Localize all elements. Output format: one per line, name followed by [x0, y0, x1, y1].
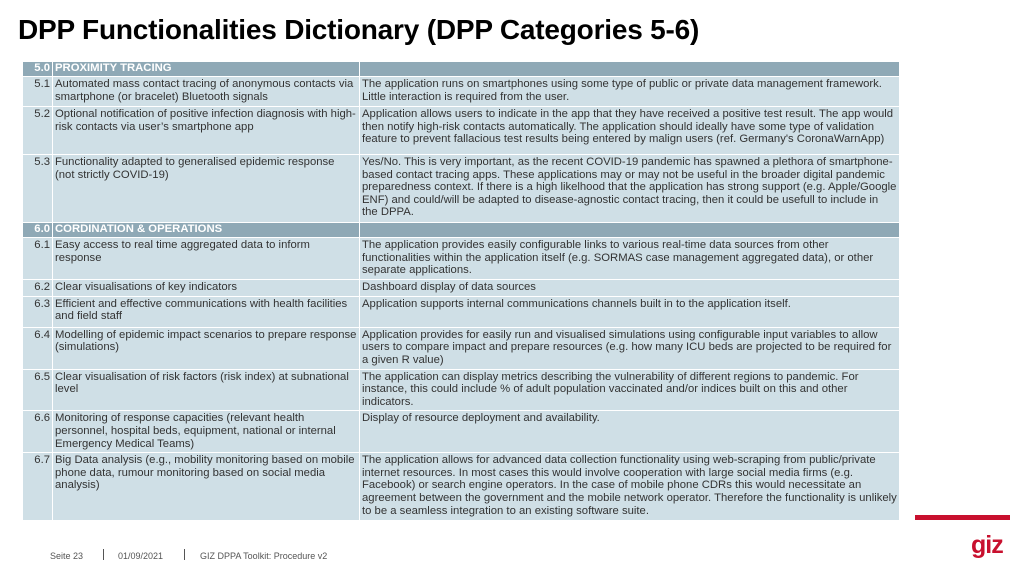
- section-blank: [360, 62, 900, 77]
- table-row: [23, 411, 900, 453]
- item-functionality: Big Data analysis (e.g., mobility monitoring based on mobile phone data, rumour monitoring based on social media analysis): [53, 453, 360, 521]
- item-functionality: Efficient and effective communications with health facilities and field staff: [53, 296, 360, 327]
- item-description: Yes/No. This is very important, as the recent COVID-19 pandemic has spawned a plethora of smartphone-based contact tracing apps. These applications may or may not be useful in the broader digital pandemic preparedness context. If there is a high likelhood that the application has strong support (e.g. Apple/Google ENF) and could/will be adapted to disease-agnostic contact tracing, then it could be usefull to include in the DPPA.: [360, 155, 900, 223]
- section-header-row: [23, 62, 900, 77]
- table-row: [23, 296, 900, 327]
- item-description: Display of resource deployment and availability.: [360, 411, 900, 453]
- item-description: The application can display metrics describing the vulnerability of different regions to pandemic. For instance, this could include % of adult population vaccinated and/or indices built on this and other indicators.: [360, 369, 900, 411]
- item-functionality: Modelling of epidemic impact scenarios to prepare response (simulations): [53, 327, 360, 369]
- item-number: 6.5: [23, 369, 53, 411]
- giz-logo: giz: [971, 531, 1003, 559]
- table-row: [23, 77, 900, 107]
- footer-separator: [103, 549, 104, 560]
- item-description: The application allows for advanced data collection functionality using web-scraping from public/private internet resources. In most cases this would involve cooperation with large social media firms (e.g. Facebook) or search engine operators. In the case of mobile phone CDRs this would necessitate an agreement between the government and the mobile network operator. Therefore the functionality is unlikely to be a seamless integration to an existing software suite.: [360, 453, 900, 521]
- section-label: PROXIMITY TRACING: [53, 62, 360, 77]
- item-functionality: Clear visualisation of risk factors (risk index) at subnational level: [53, 369, 360, 411]
- item-number: 6.3: [23, 296, 53, 327]
- item-description: The application provides easily configurable links to various real-time data sources from other functionalities within the application itself (e.g. SORMAS case management aggregated data), or other separate applications.: [360, 238, 900, 280]
- section-number: 5.0: [23, 62, 53, 77]
- item-description: Application supports internal communications channels built in to the application itself.: [360, 296, 900, 327]
- item-number: 6.7: [23, 453, 53, 521]
- item-description: The application runs on smartphones using some type of public or private data management framework. Little interaction is required from the user.: [360, 77, 900, 107]
- item-functionality: Easy access to real time aggregated data to inform response: [53, 238, 360, 280]
- item-number: 6.4: [23, 327, 53, 369]
- footer-document-title: GIZ DPPA Toolkit: Procedure v2: [200, 551, 328, 561]
- item-number: 5.2: [23, 107, 53, 155]
- section-number: 6.0: [23, 223, 53, 238]
- section-header-row: [23, 223, 900, 238]
- table-row: [23, 238, 900, 280]
- functionalities-table: [22, 61, 900, 521]
- item-functionality: Monitoring of response capacities (relevant health personnel, hospital beds, equipment, national or internal Emergency Medical Teams): [53, 411, 360, 453]
- table-row: [23, 453, 900, 521]
- item-description: Application allows users to indicate in the app that they have received a positive test result. The app would then notify high-risk contacts automatically. The application should ideally have some type of validation feature to prevent fallacious test results being entered by malign users (ref. Germany's CoronaWarnApp): [360, 107, 900, 155]
- item-number: 5.1: [23, 77, 53, 107]
- footer-page-number: Seite 23: [50, 551, 84, 561]
- item-number: 6.1: [23, 238, 53, 280]
- brand-accent-bar: [915, 515, 1010, 520]
- item-functionality: Automated mass contact tracing of anonymous contacts via smartphone (or bracelet) Bluetooth signals: [53, 77, 360, 107]
- footer-date: 01/09/2021: [118, 551, 164, 561]
- table-row: [23, 155, 900, 223]
- item-number: 6.6: [23, 411, 53, 453]
- section-label: CORDINATION & OPERATIONS: [53, 223, 360, 238]
- item-description: Dashboard display of data sources: [360, 280, 900, 297]
- table-row: [23, 107, 900, 155]
- page-title: DPP Functionalities Dictionary (DPP Categories 5-6): [18, 14, 700, 45]
- item-functionality: Clear visualisations of key indicators: [53, 280, 360, 297]
- item-description: Application provides for easily run and visualised simulations using configurable input variables to allow users to compare impact and prepare resources (e.g. how many ICU beds are projected to be required for a given R value): [360, 327, 900, 369]
- section-blank: [360, 223, 900, 238]
- table-row: [23, 369, 900, 411]
- item-number: 6.2: [23, 280, 53, 297]
- table-row: [23, 327, 900, 369]
- item-number: 5.3: [23, 155, 53, 223]
- item-functionality: Functionality adapted to generalised epidemic response (not strictly COVID-19): [53, 155, 360, 223]
- item-functionality: Optional notification of positive infection diagnosis with high-risk contacts via user’s smartphone app: [53, 107, 360, 155]
- table-row: [23, 280, 900, 297]
- footer-separator: [184, 549, 185, 560]
